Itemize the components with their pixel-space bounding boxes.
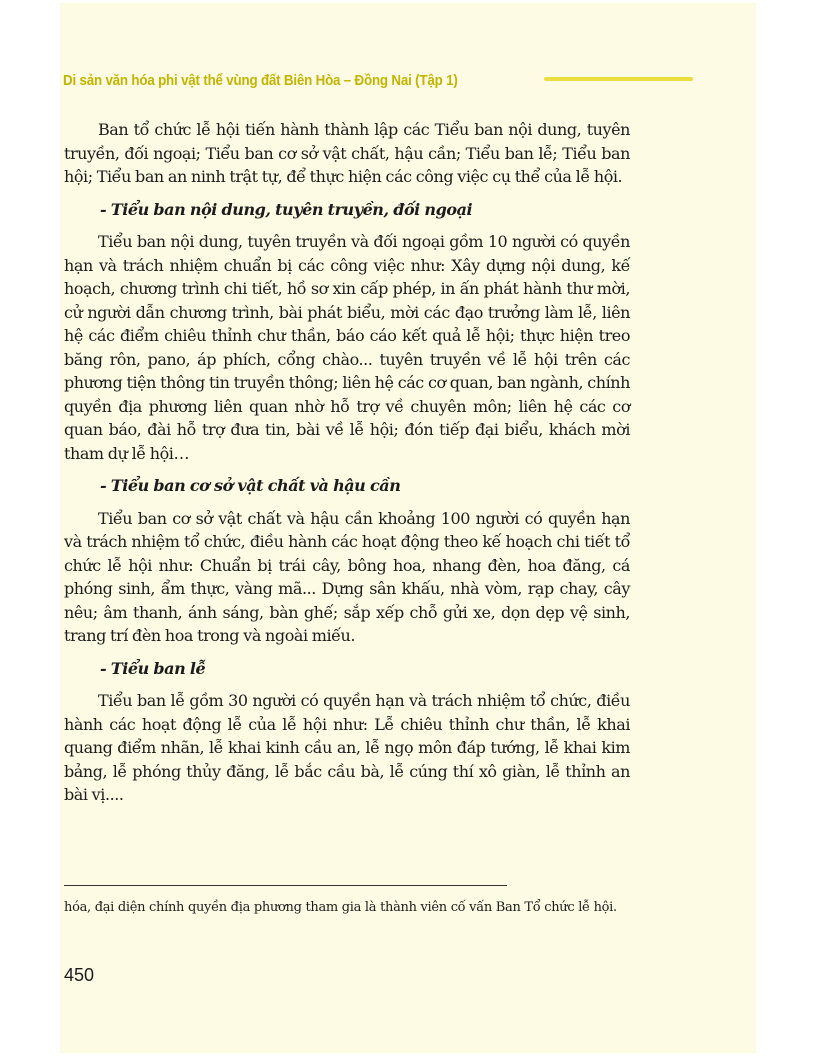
section-heading: - Tiểu ban cơ sở vật chất và hậu cần: [100, 476, 401, 495]
running-header: [63, 69, 633, 93]
header-title: Di sản văn hóa phi vật thể vùng đất Biên Hòa – Đồng Nai (Tập 1): [63, 73, 458, 89]
paragraph: Tiểu ban nội dung, tuyên truyền và đối ngoại gồm 10 người có quyền hạn và trách nhiệm chuẩn bị các công việc như: Xây dựng nội dung, kế hoạch, chương trình chi tiết, hồ sơ xin cấp phép, in ấn phát hành thư mời, cử người dẫn chương trình, bài phát biểu, mời các đạo trưởng làm lễ, liên hệ các điểm chiêu thỉnh chư thần, báo cáo kết quả lễ hội; thực hiện treo băng rôn, pano, áp phích, cổng chào... tuyên truyền về lễ hội trên các phương tiện thông tin truyền thông; liên hệ các cơ quan, ban ngành, chính quyền địa phương liên quan nhờ hỗ trợ về chuyên môn; liên hệ các cơ quan báo, đài hỗ trợ đưa tin, bài về lễ hội; đón tiếp đại biểu, khách mời tham dự lễ hội…: [64, 232, 630, 463]
main-text: [64, 118, 630, 816]
page-number: 450: [64, 965, 95, 985]
footnote: hóa, đại diện chính quyền địa phương tham gia là thành viên cố vấn Ban Tổ chức lễ hội.: [64, 900, 617, 915]
paragraph: Tiểu ban cơ sở vật chất và hậu cần khoảng 100 người có quyền hạn và trách nhiệm tổ chức, điều hành các hoạt động theo kế hoạch chi tiết tổ chức lễ hội như: Chuẩn bị trái cây, bông hoa, nhang đèn, hoa đăng, cá phóng sinh, ẩm thực, vàng mã... Dựng sân khấu, nhà vòm, rạp chay, cây nêu; âm thanh, ánh sáng, bàn ghế; sắp xếp chỗ gửi xe, dọn dẹp vệ sinh, trang trí đèn hoa trong và ngoài miếu.: [64, 508, 630, 645]
section-heading: - Tiểu ban nội dung, tuyên truyền, đối ngoại: [100, 199, 473, 219]
footnote-divider: [64, 885, 507, 886]
header-rule: [544, 77, 693, 81]
paragraph: Tiểu ban lễ gồm 30 người có quyền hạn và trách nhiệm tổ chức, điều hành các hoạt động lễ của lễ hội như: Lễ chiêu thỉnh chư thần, lễ khai quang điểm nhãn, lễ khai kinh cầu an, lễ ngọ môn đáp tướng, lễ khai kim bảng, lễ phóng thủy đăng, lễ bắc cầu bà, lễ cúng thí xô giàn, lễ thỉnh an bài vị....: [64, 691, 630, 804]
section-heading: - Tiểu ban lễ: [100, 658, 206, 678]
paragraph: Ban tổ chức lễ hội tiến hành thành lập các Tiểu ban nội dung, tuyên truyền, đối ngoại; Tiểu ban cơ sở vật chất, hậu cần; Tiểu ban lễ; Tiểu ban hội; Tiểu ban an ninh trật tự, để thực hiện các công việc cụ thể của lễ hội.: [64, 120, 630, 186]
